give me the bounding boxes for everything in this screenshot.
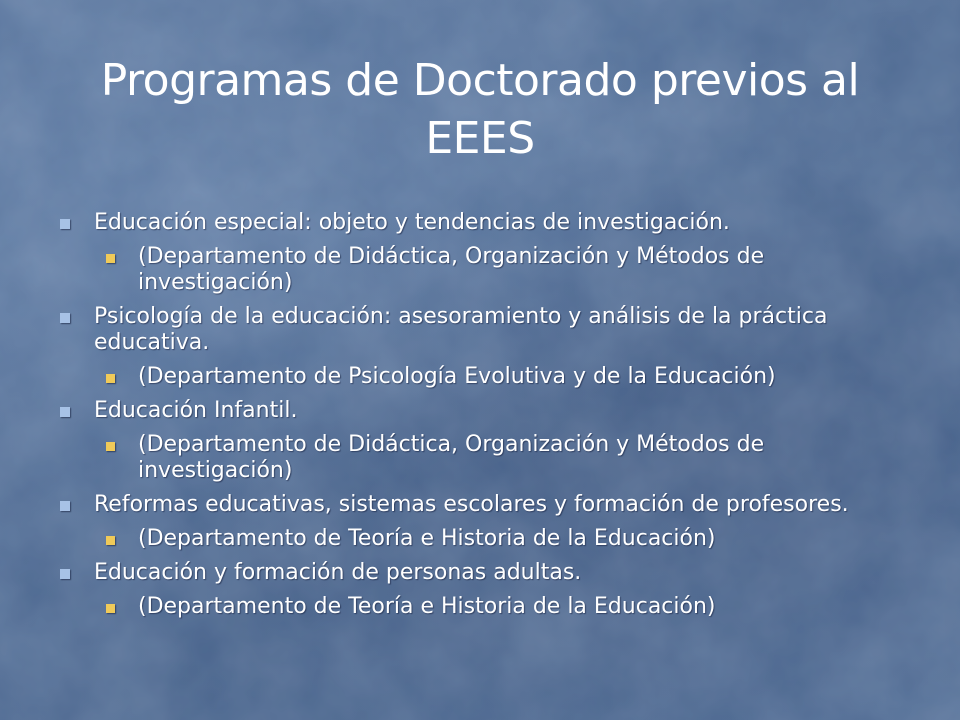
square-bullet-icon [60,569,70,579]
list-item [58,398,918,424]
list-item-text: Educación y formación de personas adultas. [94,560,582,585]
square-bullet-icon [106,442,115,451]
list-subitem [58,526,918,552]
list-subitem [58,594,918,620]
square-bullet-icon [106,254,115,263]
slide-title: Programas de Doctorado previos al EEES [100,55,860,164]
list-subitem [58,364,918,390]
list-item-text: Psicología de la educación: asesoramiento y análisis de la práctica educativa. [94,304,828,355]
list-item [58,304,918,356]
list-item-text: (Departamento de Psicología Evolutiva y de la Educación) [138,364,776,389]
square-bullet-icon [106,604,115,613]
list-item-text: Reformas educativas, sistemas escolares y formación de profesores. [94,492,849,517]
list-item [58,492,918,518]
list-item [58,560,918,586]
square-bullet-icon [60,313,70,323]
list-item [58,210,918,236]
list-item-text: (Departamento de Didáctica, Organización y Métodos de investigación) [138,432,765,483]
square-bullet-icon [60,407,70,417]
square-bullet-icon [106,536,115,545]
list-subitem [58,244,918,296]
bullet-list [58,210,918,620]
square-bullet-icon [106,374,115,383]
list-subitem [58,432,918,484]
square-bullet-icon [60,501,70,511]
list-item-text: Educación Infantil. [94,398,298,423]
list-item-text: (Departamento de Teoría e Historia de la Educación) [138,594,716,619]
list-item-text: Educación especial: objeto y tendencias de investigación. [94,210,730,235]
list-item-text: (Departamento de Teoría e Historia de la Educación) [138,526,716,551]
square-bullet-icon [60,219,70,229]
list-item-text: (Departamento de Didáctica, Organización y Métodos de investigación) [138,244,765,295]
